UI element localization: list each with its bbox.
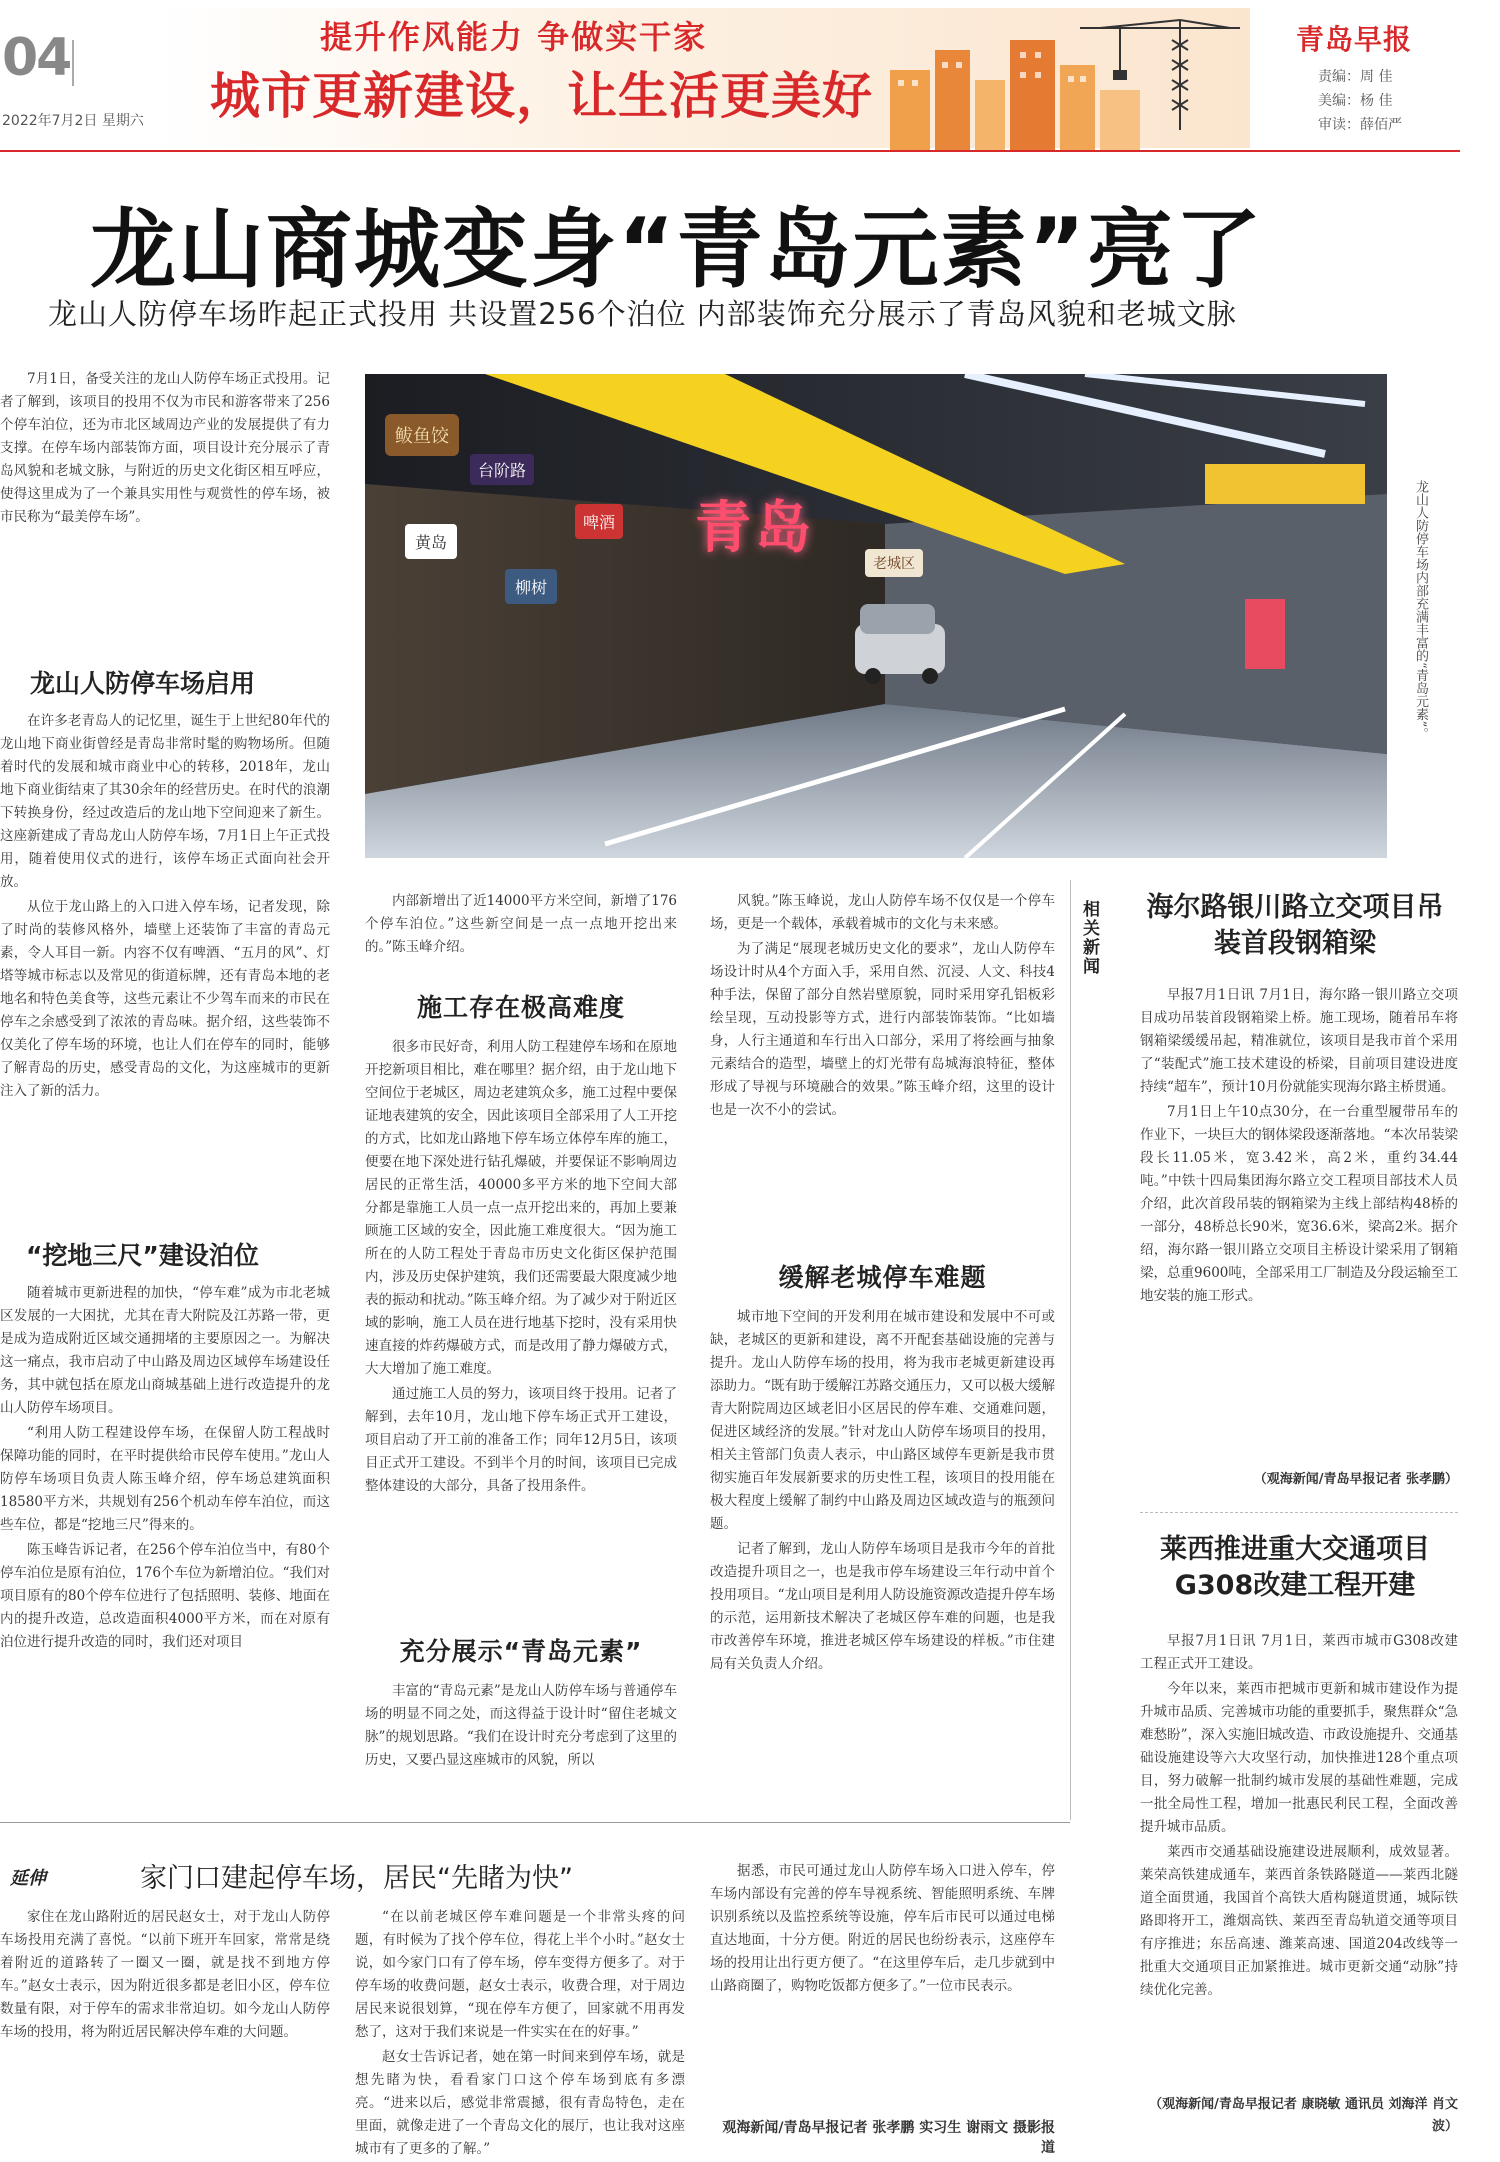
subheadline: 龙山人防停车场昨起正式投用 共设置256个泊位 内部装饰充分展示了青岛风貌和老城文脉: [48, 297, 1237, 331]
bottom-column-2: [355, 1906, 685, 2156]
middle-column-top: [365, 890, 677, 980]
news2-paragraph-2: 今年以来，莱西市把城市更新和城市建设作为提升城市品质、完善城市功能的重要抓手，聚焦群众“急难愁盼”，深入实施旧城改造、市政设施提升、交通基础设施建设等六大攻坚行动，加快推进128个重点项目，努力破解一批制约城市发展的基础性难题，完成一批全局性工程，增加一批惠民利民工程，全面改善提升城市品质。: [1140, 1681, 1458, 1835]
issue-date: 2022年7月2日 星期六: [2, 113, 144, 129]
bottom-paragraph-2: “在以前老城区停车难问题是一个非常头疼的问题，有时候为了找个停车位，得花上半个小时。”赵女士说，如今家门口有了停车场，停车变得方便多了。对于停车场的收费问题，赵女士表示，收费合理，对于周边居民来说很划算，“现在停车方便了，回家就不用再发愁了，这对于我们来说是一件实实在在的好事。”: [355, 1909, 685, 2040]
left-column-body-1: [0, 710, 330, 1224]
sec4-paragraph-1: 丰富的“青岛元素”是龙山人防停车场与普通停车场的明显不同之处，而这得益于设计时“留住老城文脉”的规划思路。“我们在设计时充分考虑到了这里的历史，又要凸显这座城市的风貌，所以: [365, 1683, 677, 1768]
photo-sign-liushu: 柳树: [505, 569, 557, 604]
col3-paragraph-1: 风貌。”陈玉峰说，龙山人防停车场不仅仅是一个停车场，更是一个载体，承载着城市的文化与未来感。: [710, 893, 1055, 932]
right-center-column-top: [710, 890, 1055, 1240]
bottom-paragraph-4: 据悉，市民可通过龙山人防停车场入口进入停车，停车场内部设有完善的停车导视系统、智能照明系统、车牌识别系统以及监控系统等设施，停车后市民可以通过电梯直达地面，十分方便。附近的居民也纷纷表示，这座停车场的投用让出行更方便了。“在这里停车后，走几步就到中山路商圈了，购物吃饭都方便多了。”一位市民表示。: [710, 1863, 1055, 1994]
bottom-column-3: [710, 1860, 1055, 2110]
news2-paragraph-3: 莱西市交通基础设施建设进展顺利，成效显著。莱荣高铁建成通车，莱西首条铁路隧道——莱西北隧道全面贯通，我国首个高铁大盾构隧道贯通，城际铁路即将开工，潍烟高铁、莱西至青岛轨道交通等项目有序推进；东岳高速、潍莱高速、国道204改线等一批重大交通项目正加紧推进。城市更新交通“动脉”持续优化完善。: [1140, 1844, 1458, 1998]
photo-sign-bayujiao: 鲅鱼饺: [385, 414, 459, 456]
section-heading-5: 缓解老城停车难题: [778, 1263, 987, 1292]
garage-photo: [365, 374, 1387, 858]
page-number: 04: [2, 28, 71, 88]
editor-line-2: 美编：杨 佳: [1318, 93, 1393, 109]
sec3-paragraph-1: 很多市民好奇，利用人防工程建停车场和在原地开挖新项目相比，难在哪里？据介绍，由于龙山地下空间位于老城区，周边老建筑众多，施工过程中要保证地表建筑的安全，因此该项目全部采用了人工开挖的方式，比如龙山路地下停车场立体停车库的施工，便要在地下深处进行钻孔爆破，并要保证不影响周边居民的正常生活，40000多平方米的地下空间大部分都是靠施工人员一点一点开挖出来的，再加上要兼顾施工区域的安全，因此施工难度很大。“因为施工所在的人防工程处于青岛市历史文化街区保护范围内，涉及历史保护建筑，我们还需要最大限度减少地表的振动和扰动。”陈玉峰介绍。为了减少对于附近区域的影响，施工人员在进行地基下挖时，没有采用快速直接的炸药爆破方式，而是改用了静力爆破方式，大大增加了施工难度。: [365, 1039, 677, 1377]
page-number-divider: [72, 40, 74, 86]
sidebar-separator: [1140, 1512, 1458, 1513]
news1-paragraph-1: 早报7月1日讯 7月1日，海尔路一银川路立交项目成功吊装首段钢箱梁上桥。施工现场，随着吊车将钢箱梁缓缓吊起，精准就位，该项目是我市首个采用了“装配式”施工技术建设的桥梁，目前项目建设进度持续“超车”，预计10月份就能实现海尔路主桥贯通。: [1140, 987, 1458, 1095]
col3-paragraph-4: 记者了解到，龙山人防停车场项目是我市今年的首批改造提升项目之一，也是我市停车场建设三年行动中首个投用项目。“龙山项目是利用人防设施资源改造提升停车场的示范，运用新技术解决了老城区停车难的问题，也是我市改善停车环境，推进老城区停车场建设的样板。”市住建局有关负责人介绍。: [710, 1541, 1055, 1672]
photo-sign-taijielu: 台阶路: [470, 454, 534, 485]
sec1-paragraph-2: 从位于龙山路上的入口进入停车场，记者发现，除了时尚的装修风格外，墙壁上还装饰了丰富的青岛元素，令人耳目一新。内容不仅有啤酒、“五月的风”、灯塔等城市标志以及常见的街道标牌，还有青岛本地的老地名和特色美食等，这些元素让不少驾车而来的市民在停车之余感受到了浓浓的青岛味。据介绍，这些装饰不仅美化了停车场的环境，也让人们在停车的同时，能够了解青岛的历史，感受青岛的文化，为这座城市的更新注入了新的活力。: [0, 899, 330, 1099]
photo-sign-pijiu: 啤酒: [575, 504, 623, 539]
bottom-paragraph-3: 赵女士告诉记者，她在第一时间来到停车场，就是想先睹为快，看看家门口这个停车场到底有多漂亮。“进来以后，感觉非常震撼，很有青岛特色，走在里面，就像走进了一个青岛文化的展厅，也让我对这座城市有了更多的了解。”: [355, 2049, 685, 2156]
sec3-paragraph-2: 通过施工人员的努力，该项目终于投用。记者了解到，去年10月，龙山地下停车场正式开工建设，项目启动了开工前的准备工作；同年12月5日，该项目正式开工建设。不到半个月的时间，该项目已完成整体建设的大部分，具备了投用条件。: [365, 1386, 677, 1494]
news1-byline: （观海新闻/青岛早报记者 张孝鹏）: [1253, 1472, 1458, 1487]
middle-column-bottom: [365, 1680, 677, 1806]
editor-line-1: 责编：周 佳: [1318, 69, 1393, 85]
news1-body: [1140, 984, 1458, 1464]
col3-paragraph-2: 为了满足“展现老城历史文化的要求”，龙山人防停车场设计时从4个方面入手，采用自然、沉浸、人文、科技4种手法，保留了部分自然岩壁原貌，同时采用穿孔铝板彩绘呈现，互动投影等方式，进行内部装饰装饰。“比如墙身，人行主通道和车行出入口部分，采用了将绘画与抽象元素结合的造型，墙壁上的灯光带有岛城海浪特征，整体形成了导视与环境融合的效果。”陈玉峰介绍，这里的设计也是一次不小的尝试。: [710, 941, 1055, 1118]
garage-photo-drawing: [365, 374, 1387, 858]
news1-paragraph-2: 7月1日上午10点30分，在一台重型履带吊车的作业下，一块巨大的钢体梁段逐渐落地。“本次吊装梁段长11.05米，宽3.42米，高2米，重约34.44吨。”中铁十四局集团海尔路立交工程项目部技术人员介绍，此次首段吊装的钢箱梁为主线上部结构48桥的一部分，48桥总长90米，宽36.6米，梁高2米。据介绍，海尔路一银川路立交项目主桥设计梁采用了钢箱梁，总重9600吨，全部采用工厂制造及分段运输至工地安装的施工形式。: [1140, 1104, 1458, 1304]
photo-caption: 龙山人防停车场内部充满丰富的“青岛元素”。: [1413, 480, 1428, 741]
section-heading-4: 充分展示“青岛元素”: [399, 1637, 643, 1666]
bottom-story-rule: [0, 1822, 1070, 1823]
right-center-column-body: [710, 1306, 1055, 1806]
extension-tag: 延伸: [10, 1868, 46, 1889]
news2-byline: （观海新闻/青岛早报记者 康晓敏 通讯员 刘海洋 肖文波）: [1149, 2097, 1458, 2134]
sec2-paragraph-1: 随着城市更新进程的加快，“停车难”成为市北老城区发展的一大困扰，尤其在青大附院及江苏路一带，更是成为造成附近区域交通拥堵的主要原因之一。为解决这一痛点，我市启动了中山路及周边区域停车场建设任务，其中就包括在原龙山商城基础上进行改造提升的龙山人防停车场项目。: [0, 1285, 330, 1416]
sec1-paragraph-1: 在许多老青岛人的记忆里，诞生于上世纪80年代的龙山地下商业街曾经是青岛非常时髦的购物场所。但随着时代的发展和城市商业中心的转移，2018年，龙山地下商业街结束了其30余年的经营历史。在时代的浪潮下转换身份，经过改造后的龙山地下空间迎来了新生。这座新建成了青岛龙山人防停车场，7月1日上午正式投用，随着使用仪式的进行，该停车场正式面向社会开放。: [0, 713, 330, 890]
news2-title: 莱西推进重大交通项目G308改建工程开建: [1160, 1534, 1430, 1601]
news1-title: 海尔路银川路立交项目吊装首段钢箱梁: [1146, 892, 1444, 959]
bottom-byline: 观海新闻/青岛早报记者 张孝鹏 实习生 谢雨文 摄影报道: [722, 2120, 1055, 2156]
col3-paragraph-3: 城市地下空间的开发利用在城市建设和发展中不可或缺，老城区的更新和建设，离不开配套基础设施的完善与提升。龙山人防停车场的投用，将为我市老城更新建设再添助力。“既有助于缓解江苏路交通压力，又可以极大缓解青大附院周边区域老旧小区居民的停车难、交通难问题，促进区域经济的发展。”针对龙山人防停车场项目的投用，相关主管部门负责人表示，中山路区域停车更新是我市贯彻实施百年发展新要求的历史性工程，该项目的投用能在极大程度上缓解了制约中山路及周边区域改造与的瓶颈问题。: [710, 1309, 1055, 1532]
bottom-column-1: [0, 1906, 330, 2156]
skyline-illustration: [880, 10, 1250, 150]
sec2-paragraph-2: “利用人防工程建设停车场，在保留人防工程战时保障功能的同时，在平时提供给市民停车使用。”龙山人防停车场项目负责人陈玉峰介绍，停车场总建筑面积18580平方米，共规划有256个机动车停车泊位，而这些车位，都是“挖地三尺”得来的。: [0, 1425, 330, 1533]
middle-column-body: [365, 1036, 677, 1616]
section-heading-3: 施工存在极高难度: [416, 993, 625, 1022]
news2-body: [1140, 1630, 1458, 2082]
bottom-story-title: 家门口建起停车场，居民“先睹为快”: [140, 1863, 573, 1894]
related-news-tag: 相关新闻: [1079, 900, 1099, 976]
newspaper-logo: 青岛早报: [1296, 23, 1413, 56]
sidebar-divider: [1070, 880, 1071, 1820]
news2-paragraph-1: 早报7月1日讯 7月1日，莱西市城市G308改建工程正式开工建设。: [1140, 1633, 1458, 1672]
photo-sign-laochengqu: 老城区: [865, 549, 923, 577]
section-heading-1: 龙山人防停车场启用: [30, 669, 256, 698]
photo-sign-qingdao: 青岛: [695, 496, 815, 561]
photo-sign-huangdao: 黄岛: [405, 524, 457, 559]
editor-line-3: 审读：薛佰严: [1318, 117, 1402, 133]
headline: 龙山商城变身“青岛元素”亮了: [90, 200, 1264, 300]
bottom-paragraph-1: 家住在龙山路附近的居民赵女士，对于龙山人防停车场投用充满了喜悦。“以前下班开车回家，常常是绕着附近的道路转了一圈又一圈，就是找不到地方停车。”赵女士表示，因为附近很多都是老旧小区，停车位数量有限，对于停车的需求非常迫切。如今龙山人防停车场的投用，将为附近居民解决停车难的大问题。: [0, 1909, 330, 2040]
left-column-body-2: [0, 1282, 330, 1806]
col2-paragraph-1: 内部新增出了近14000平方米空间，新增了176个停车泊位。”这些新空间是一点一点地开挖出来的。”陈玉峰介绍。: [365, 893, 677, 955]
slogan-small: 提升作风能力 争做实干家: [320, 18, 708, 56]
section-heading-2: “挖地三尺”建设泊位: [26, 1241, 259, 1270]
slogan-big: 城市更新建设，让生活更美好: [210, 66, 873, 125]
article-lead: [0, 368, 330, 650]
masthead-rule: [0, 150, 1460, 152]
sec2-paragraph-3: 陈玉峰告诉记者，在256个停车泊位当中，有80个停车泊位是原有泊位，176个车位为新增泊位。“我们对项目原有的80个停车位进行了包括照明、装修、地面在内的提升改造，总改造面积4000平方米，而在对原有泊位进行提升改造的同时，我们还对项目: [0, 1542, 330, 1650]
lead-paragraph: 7月1日，备受关注的龙山人防停车场正式投用。记者了解到，该项目的投用不仅为市民和游客带来了256个停车泊位，还为市北区域周边产业的发展提供了有力支撑。在停车场内部装饰方面，项目设计充分展示了青岛风貌和老城文脉，与附近的历史文化街区相互呼应，使得这里成为了一个兼具实用性与观赏性的停车场，被市民称为“最美停车场”。: [0, 371, 330, 525]
